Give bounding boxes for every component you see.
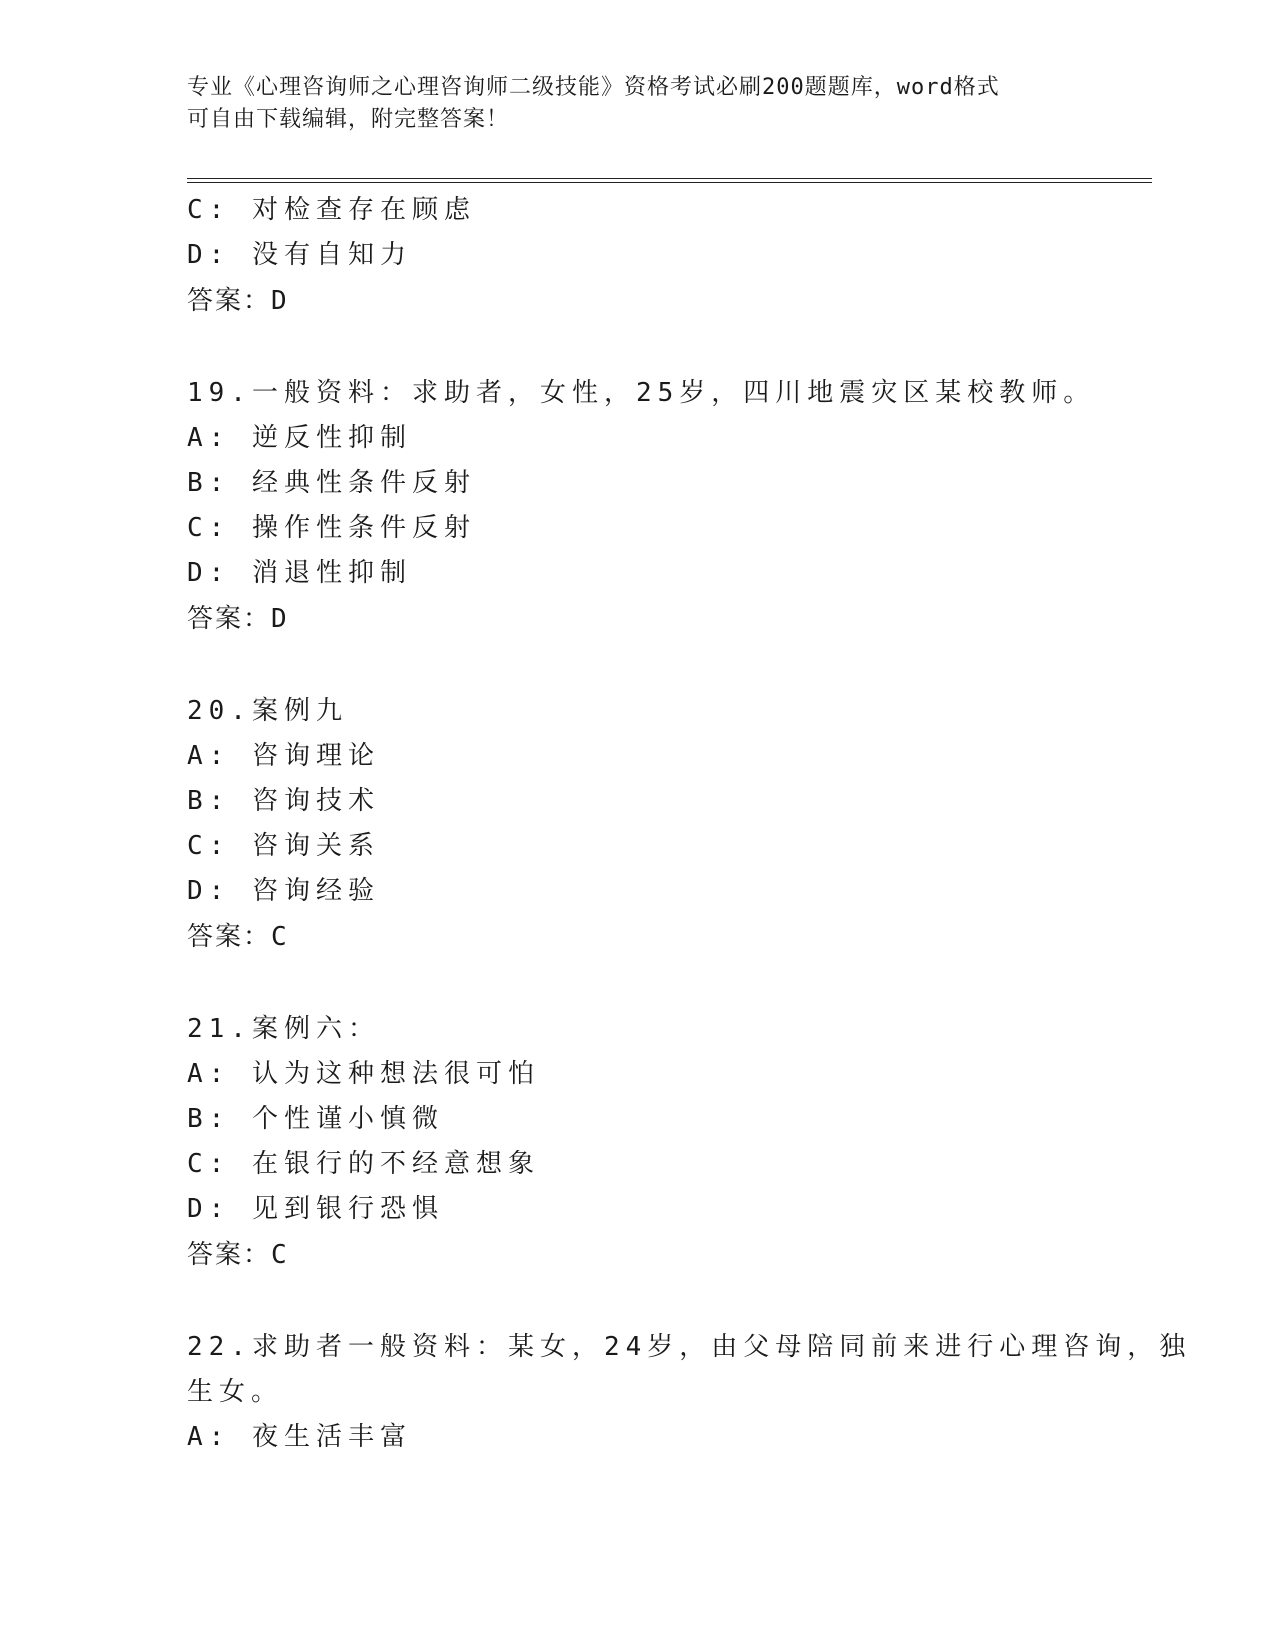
header-line-1: 专业《心理咨询师之心理咨询师二级技能》资格考试必刷200题题库，word格式 [187,75,1000,100]
option-a: A: 夜生活丰富 [187,1422,412,1452]
question-stem: 20.案例九 [187,696,348,726]
option-d: D: 消退性抑制 [187,558,412,588]
question-21 [187,1007,1087,1279]
answer: 答案：D [187,604,289,634]
option-a: A: 咨询理论 [187,741,380,771]
option-c: C: 对检查存在顾虑 [187,195,476,225]
option-c: C: 操作性条件反射 [187,513,476,543]
option-d: D: 咨询经验 [187,876,380,906]
question-stem-line-1: 22.求助者一般资料：某女，24岁，由父母陪同前来进行心理咨询，独 [187,1332,1192,1362]
document-header [187,72,1067,136]
option-d: D: 没有自知力 [187,240,412,270]
option-b: B: 咨询技术 [187,786,380,816]
answer: 答案：C [187,922,289,952]
question-20 [187,689,1087,961]
option-a: A: 认为这种想法很可怕 [187,1059,540,1089]
answer: 答案：C [187,1240,289,1270]
question-19 [187,371,1096,643]
question-stem: 19.一般资料：求助者，女性，25岁，四川地震灾区某校教师。 [187,378,1096,408]
question-22 [187,1325,1192,1460]
option-d: D: 见到银行恐惧 [187,1194,444,1224]
option-a: A: 逆反性抑制 [187,423,412,453]
option-c: C: 在银行的不经意想象 [187,1149,540,1179]
question-stem: 21.案例六： [187,1014,380,1044]
answer: 答案：D [187,286,289,316]
header-divider [187,178,1152,183]
option-b: B: 经典性条件反射 [187,468,476,498]
question-stem-line-2: 生女。 [187,1377,284,1407]
question-18-tail [187,188,1087,325]
option-b: B: 个性谨小慎微 [187,1104,444,1134]
header-line-2: 可自由下载编辑，附完整答案！ [187,107,510,132]
question-list [187,188,1192,1460]
option-c: C: 咨询关系 [187,831,380,861]
